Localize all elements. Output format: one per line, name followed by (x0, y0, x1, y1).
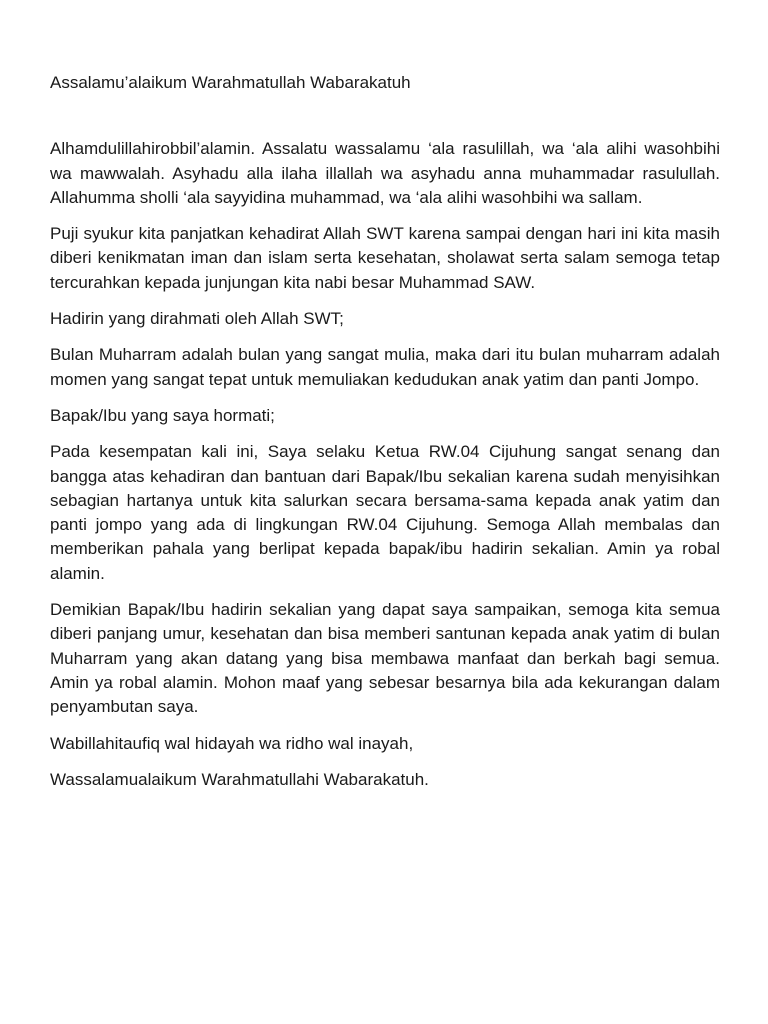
paragraph-thanks: Pada kesempatan kali ini, Saya selaku Ketua RW.04 Cijuhung sangat senang dan bangga atas kehadiran dan bantuan dari Bapak/Ibu sekalian karena sudah menyisihkan sebagian hartanya untuk kita salurkan secara bersama-sama kepada anak yatim dan panti jompo yang ada di lingkungan RW.04 Cijuhung. Semoga Allah membalas dan memberikan pahala yang berlipat kepada bapak/ibu hadirin sekalian. Amin ya robal alamin. (50, 442, 720, 583)
opening-greeting: Assalamu’alaikum Warahmatullah Wabarakatuh (50, 73, 411, 92)
paragraph-opening-prayer: Alhamdulillahirobbil’alamin. Assalatu wassalamu ‘ala rasulillah, wa ‘ala alihi wasohbihi wa mawwalah. Asyhadu alla ilaha illallah wa asyhadu anna muhammadar rasulullah. Allahumma sholli ‘ala sayyidina muhammad, wa ‘ala alihi wasohbihi wa sallam. (50, 139, 720, 207)
paragraph-closing: Demikian Bapak/Ibu hadirin sekalian yang dapat saya sampaikan, semoga kita semua diberi panjang umur, kesehatan dan bisa memberi santunan kepada anak yatim di bulan Muharram yang akan datang yang bisa membawa manfaat dan berkah bagi semua. Amin ya robal alamin. Mohon maaf yang sebesar besarnya bila ada kekurangan dalam penyambutan saya. (50, 600, 720, 717)
paragraph-address-honored: Bapak/Ibu yang saya hormati; (50, 405, 275, 425)
paragraph-gratitude: Puji syukur kita panjatkan kehadirat Allah SWT karena sampai dengan hari ini kita masih diberi kenikmatan iman dan islam serta kesehatan, sholawat serta salam semoga tetap tercurahkan kepada junjungan kita nabi besar Muhammad SAW. (50, 224, 720, 292)
paragraph-muharram: Bulan Muharram adalah bulan yang sangat mulia, maka dari itu bulan muharram adalah momen yang sangat tepat untuk memuliakan kedudukan anak yatim dan panti Jompo. (50, 345, 720, 389)
closing-greeting: Wassalamualaikum Warahmatullahi Wabarakatuh. (50, 769, 429, 789)
document-page (50, 71, 720, 804)
paragraph-address-audience: Hadirin yang dirahmati oleh Allah SWT; (50, 309, 344, 329)
paragraph-farewell: Wabillahitaufiq wal hidayah wa ridho wal inayah, (50, 733, 414, 753)
